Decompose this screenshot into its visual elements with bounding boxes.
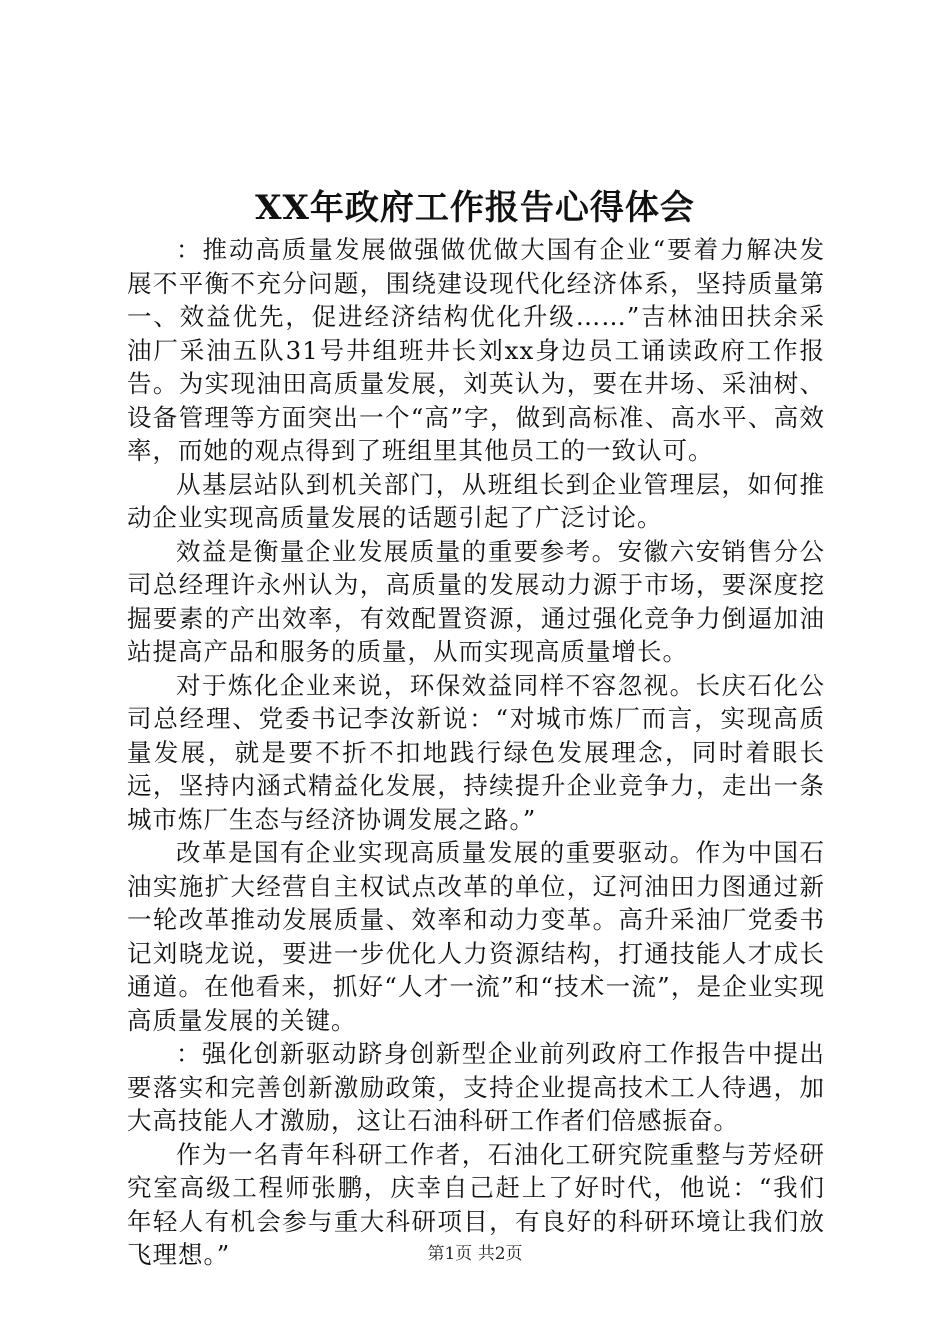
document-title: XX年政府工作报告心得体会 — [255, 188, 695, 228]
page-number-footer: 第1页 共2页 — [427, 1244, 523, 1264]
document-body — [127, 233, 825, 1272]
paragraph-1: ：推动高质量发展做强做优做大国有企业“要着力解决发展不平衡不充分问题，围绕建设现代化经济体系，坚持质量第一、效益优先，促进经济结构优化升级……”吉林油田扶余采油厂采油五队31号井组班井长刘xx身边员工诵读政府工作报告。为实现油田高质量发展，刘英认为，要在井场、采油树、设备管理等方面突出一个“高”字，做到高标准、高水平、高效率，而她的观点得到了班组里其他员工的一致认可。 — [127, 235, 825, 465]
paragraph-6: ：强化创新驱动跻身创新型企业前列政府工作报告中提出要落实和完善创新激励政策，支持企业提高技术工人待遇，加大高技能人才激励，这让石油科研工作者们倍感振奋。 — [127, 1039, 825, 1135]
paragraph-3: 效益是衡量企业发展质量的重要参考。安徽六安销售分公司总经理许永州认为，高质量的发展动力源于市场，要深度挖掘要素的产出效率，有效配置资源，通过强化竞争力倒逼加油站提高产品和服务的质量，从而实现高质量增长。 — [127, 536, 825, 666]
paragraph-5: 改革是国有企业实现高质量发展的重要驱动。作为中国石油实施扩大经营自主权试点改革的单位，辽河油田力图通过新一轮改革推动发展质量、效率和动力变革。高升采油厂党委书记刘晓龙说，要进一步优化人力资源结构，打通技能人才成长通道。在他看来，抓好“人才一流”和“技术一流”，是企业实现高质量发展的关键。 — [127, 838, 825, 1035]
paragraph-7: 作为一名青年科研工作者，石油化工研究院重整与芳烃研究室高级工程师张鹏，庆幸自己赶上了好时代，他说：“我们年轻人有机会参与重大科研项目，有良好的科研环境让我们放飞理想。” — [127, 1139, 825, 1269]
paragraph-4: 对于炼化企业来说，环保效益同样不容忽视。长庆石化公司总经理、党委书记李汝新说：“对城市炼厂而言，实现高质量发展，就是要不折不扣地践行绿色发展理念，同时着眼长远，坚持内涵式精益化发展，持续提升企业竞争力，走出一条城市炼厂生态与经济协调发展之路。” — [127, 670, 825, 834]
paragraph-2: 从基层站队到机关部门，从班组长到企业管理层，如何推动企业实现高质量发展的话题引起了广泛讨论。 — [127, 469, 825, 532]
